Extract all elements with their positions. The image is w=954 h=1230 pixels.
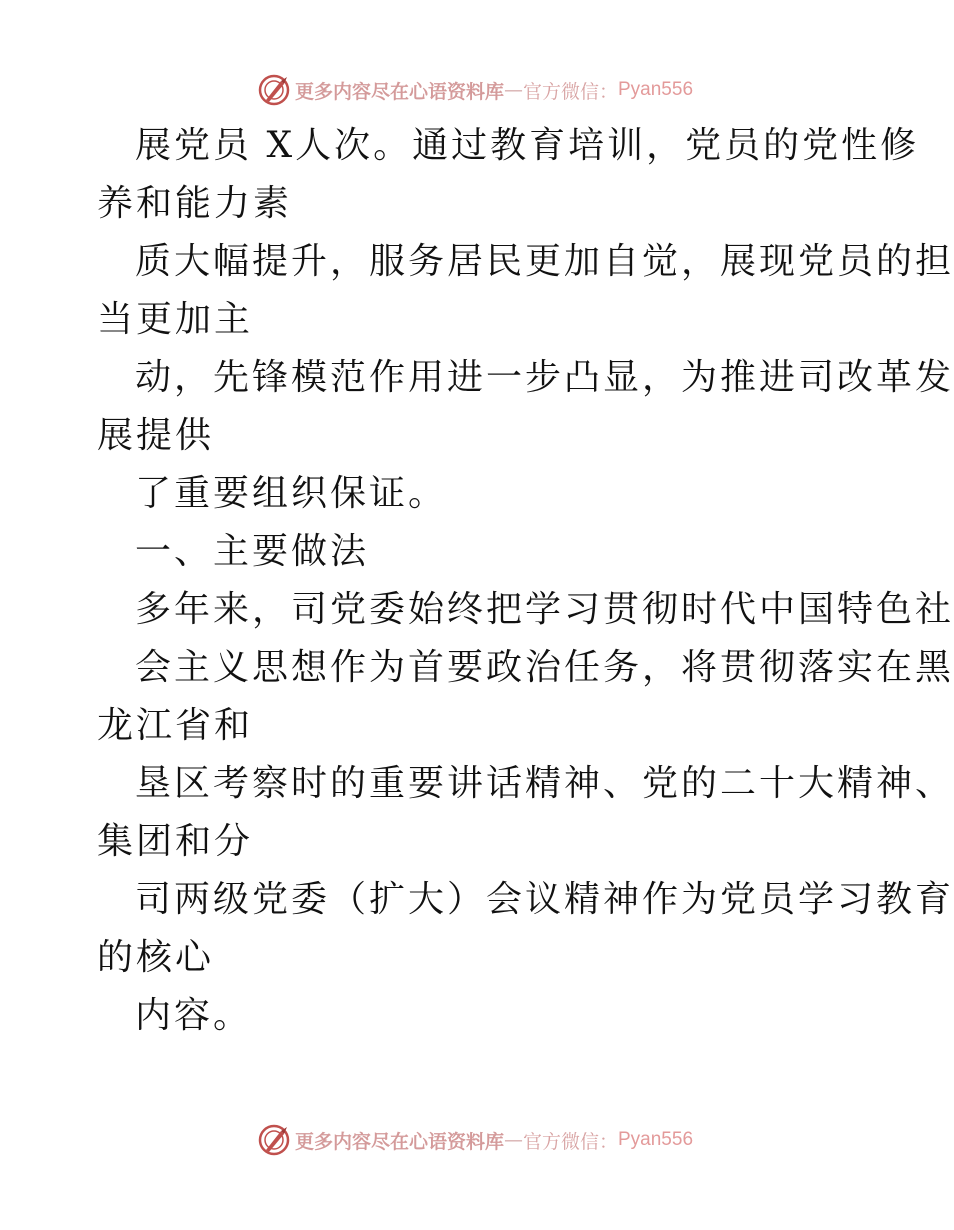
watermark-contact-id: Pyan556 — [618, 1129, 694, 1150]
watermark-title: 更多内容尽在心语资料库 — [294, 1130, 504, 1153]
watermark-contact-label: 官方微信： — [522, 1130, 618, 1153]
text-line: 司两级党委（扩大）会议精神作为党员学习教育 — [135, 879, 954, 920]
text-line: 集团和分 — [97, 821, 254, 862]
text-line: 的核心 — [97, 937, 215, 978]
watermark-contact-id: Pyan556 — [618, 79, 694, 100]
text-line: 垦区考察时的重要讲话精神、党的二十大精神、 — [135, 763, 954, 804]
watermark-contact-label: 官方微信： — [522, 80, 618, 103]
text-line: 当更加主 — [97, 299, 254, 340]
text-line: 会主义思想作为首要政治任务，将贯彻落实在黑 — [135, 647, 954, 688]
watermark-title: 更多内容尽在心语资料库 — [294, 80, 504, 103]
text-line: 展党员 X人次。通过教育培训，党员的党性修 — [135, 125, 920, 166]
watermark-separator: — — [503, 1129, 523, 1151]
text-line: 了重要组织保证。 — [135, 473, 448, 514]
text-line: 多年来，司党委始终把学习贯彻时代中国特色社 — [135, 589, 954, 630]
text-line: 龙江省和 — [97, 705, 254, 746]
text-line: 养和能力素 — [97, 183, 293, 224]
quill-logo-icon — [257, 73, 291, 107]
text-line: 动，先锋模范作用进一步凸显，为推进司改革发 — [135, 357, 954, 398]
text-line: 内容。 — [135, 995, 253, 1036]
text-line: 质大幅提升，服务居民更加自觉，展现党员的担 — [135, 241, 954, 282]
watermark-separator: — — [503, 79, 523, 101]
footer-watermark — [0, 1120, 950, 1160]
header-watermark — [0, 70, 950, 110]
text-line: 展提供 — [97, 415, 215, 456]
quill-logo-icon — [257, 1123, 291, 1157]
text-line: 一、主要做法 — [135, 531, 370, 572]
document-body — [97, 117, 954, 1045]
